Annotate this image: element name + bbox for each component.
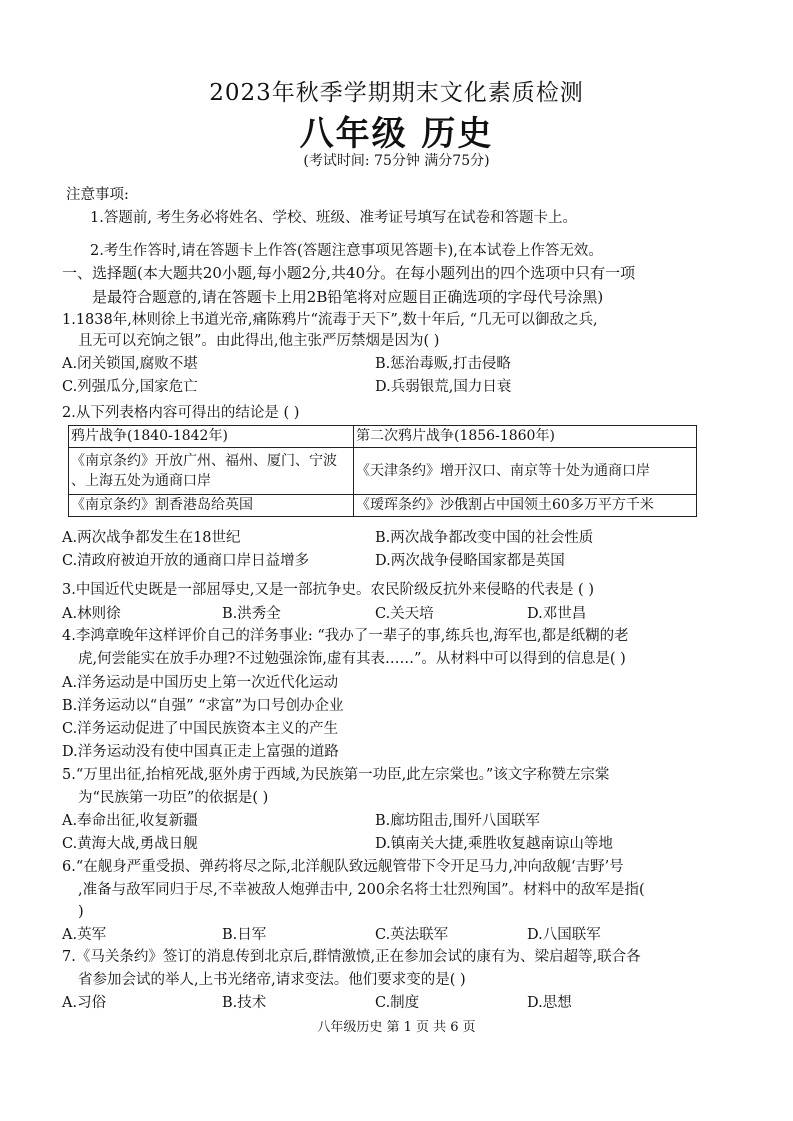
question-6-stem-cont: ,准备与敌军同归于尽,不幸被敌人炮弹击中, 200余名将士壮烈殉国”。材料中的敌军是指( bbox=[78, 882, 645, 898]
table-cell: 《瑷珲条约》沙俄割占中国领土60多万平方千米 bbox=[354, 495, 697, 517]
question-5-stem: 5.“万里出征,抬棺死战,驱外虏于西域,为民族第一功臣,此左宗棠也。”该文字称赞左宗棠 bbox=[62, 767, 610, 783]
q5-option-c[interactable]: C.黄海大战,勇战日舰 bbox=[62, 836, 198, 852]
q7-option-c[interactable]: C.制度 bbox=[375, 995, 420, 1011]
q3-option-b[interactable]: B.洪秀全 bbox=[222, 606, 281, 622]
table-header-row bbox=[69, 426, 697, 448]
q1-option-a[interactable]: A.闭关锁国,腐败不堪 bbox=[62, 356, 198, 372]
q7-option-d[interactable]: D.思想 bbox=[527, 995, 572, 1011]
question-3-stem: 3.中国近代史既是一部屈辱史,又是一部抗争史。农民阶级反抗外来侵略的代表是 ( ) bbox=[62, 582, 594, 598]
section-heading: 一、选择题(本大题共20小题,每小题2分,共40分。在每小题列出的四个选项中只有一项 bbox=[62, 264, 636, 282]
question-2-stem: 2.从下列表格内容可得出的结论是 ( ) bbox=[62, 405, 300, 421]
q7-option-a[interactable]: A.习俗 bbox=[62, 995, 107, 1011]
q1-option-d[interactable]: D.兵弱银荒,国力日衰 bbox=[375, 379, 512, 395]
q6-option-a[interactable]: A.英军 bbox=[62, 927, 107, 943]
table-header-cell: 第二次鸦片战争(1856-1860年) bbox=[354, 426, 697, 448]
q5-option-a[interactable]: A.奉命出征,收复新疆 bbox=[62, 813, 198, 829]
q1-option-c[interactable]: C.列强瓜分,国家危亡 bbox=[62, 379, 198, 395]
q1-option-b[interactable]: B.惩治毒贩,打击侵略 bbox=[375, 356, 511, 372]
note-item-1: 1.答题前, 考生务必将姓名、学校、班级、准考证号填写在试卷和答题卡上。 bbox=[90, 210, 578, 226]
q3-option-a[interactable]: A.林则徐 bbox=[62, 606, 121, 622]
note-item-2: 2.考生作答时,请在答题卡上作答(答题注意事项见答题卡),在本试卷上作答无效。 bbox=[90, 243, 603, 259]
question-1-stem: 1.1838年,林则徐上书道光帝,痛陈鸦片“流毒于天下”,数十年后, “几无可以御敌之兵, bbox=[62, 312, 598, 328]
q6-option-d[interactable]: D.八国联军 bbox=[527, 927, 601, 943]
table-cell: 《天津条约》增开汉口、南京等十处为通商口岸 bbox=[354, 448, 697, 495]
question-4-stem-cont: 虎,何尝能实在放手办理?不过勉强涂饰,虚有其表……”。从材料中可以得到的信息是( ) bbox=[78, 651, 626, 667]
q4-option-d[interactable]: D.洋务运动没有使中国真正走上富强的道路 bbox=[62, 744, 339, 760]
notes-heading: 注意事项: bbox=[66, 187, 129, 203]
section-instructions: 是最符合题意的,请在答题卡上用2B铅笔将对应题目正确选项的字母代号涂黑) bbox=[92, 288, 604, 306]
question-6-stem-end: ) bbox=[78, 904, 84, 920]
table-row bbox=[69, 448, 697, 495]
question-7-stem: 7.《马关条约》签订的消息传到北京后,群情激愤,正在参加会试的康有为、梁启超等,联合各 bbox=[62, 949, 641, 965]
table-cell-line: 《南京条约》开放广州、福州、厦门、宁波 bbox=[71, 453, 337, 469]
q7-option-b[interactable]: B.技术 bbox=[222, 995, 267, 1011]
q2-option-b[interactable]: B.两次战争都改变中国的社会性质 bbox=[375, 530, 594, 546]
table-cell bbox=[69, 448, 354, 495]
exam-subject: 八年级 历史 bbox=[299, 114, 494, 154]
q4-option-b[interactable]: B.洋务运动以“自强” “求富”为口号创办企业 bbox=[62, 698, 344, 714]
q5-option-b[interactable]: B.廊坊阻击,围歼八国联军 bbox=[375, 813, 540, 829]
exam-info: (考试时间: 75分钟 满分75分) bbox=[303, 153, 490, 169]
question-4-stem: 4.李鸿章晚年这样评价自己的洋务事业: “我办了一辈子的事,练兵也,海军也,都是纸糊的老 bbox=[62, 628, 629, 644]
table-row bbox=[69, 495, 697, 517]
table-header-cell: 鸦片战争(1840-1842年) bbox=[69, 426, 354, 448]
q6-option-b[interactable]: B.日军 bbox=[222, 927, 267, 943]
q3-option-d[interactable]: D.邓世昌 bbox=[527, 606, 587, 622]
q4-option-a[interactable]: A.洋务运动是中国历史上第一次近代化运动 bbox=[62, 675, 339, 691]
table-cell: 《南京条约》割香港岛给英国 bbox=[69, 495, 354, 517]
question-6-stem: 6.“在舰身严重受损、弹药将尽之际,北洋舰队致远舰管带下令开足马力,冲向敌舰‘吉野’号 bbox=[62, 859, 624, 875]
q2-option-a[interactable]: A.两次战争都发生在18世纪 bbox=[62, 530, 241, 546]
question-5-stem-cont: 为“民族第一功臣”的依据是( ) bbox=[78, 790, 269, 806]
q2-option-c[interactable]: C.清政府被迫开放的通商口岸日益增多 bbox=[62, 553, 310, 569]
q4-option-c[interactable]: C.洋务运动促进了中国民族资本主义的产生 bbox=[62, 721, 339, 737]
q6-option-c[interactable]: C.英法联军 bbox=[375, 927, 449, 943]
q3-option-c[interactable]: C.关天培 bbox=[375, 606, 434, 622]
table-cell-line: 、上海五处为通商口岸 bbox=[71, 473, 211, 489]
comparison-table bbox=[68, 425, 697, 517]
exam-title: 2023年秋季学期期末文化素质检测 bbox=[209, 80, 584, 106]
page-footer: 八年级历史 第 1 页 共 6 页 bbox=[317, 1020, 476, 1035]
q2-option-d[interactable]: D.两次战争侵略国家都是英国 bbox=[375, 553, 565, 569]
question-1-stem-cont: 且无可以充饷之银”。由此得出,他主张严厉禁烟是因为( ) bbox=[78, 333, 440, 349]
question-7-stem-cont: 省参加会试的举人,上书光绪帝,请求变法。他们要求变的是( ) bbox=[78, 972, 466, 988]
q5-option-d[interactable]: D.镇南关大捷,乘胜收复越南谅山等地 bbox=[375, 836, 613, 852]
